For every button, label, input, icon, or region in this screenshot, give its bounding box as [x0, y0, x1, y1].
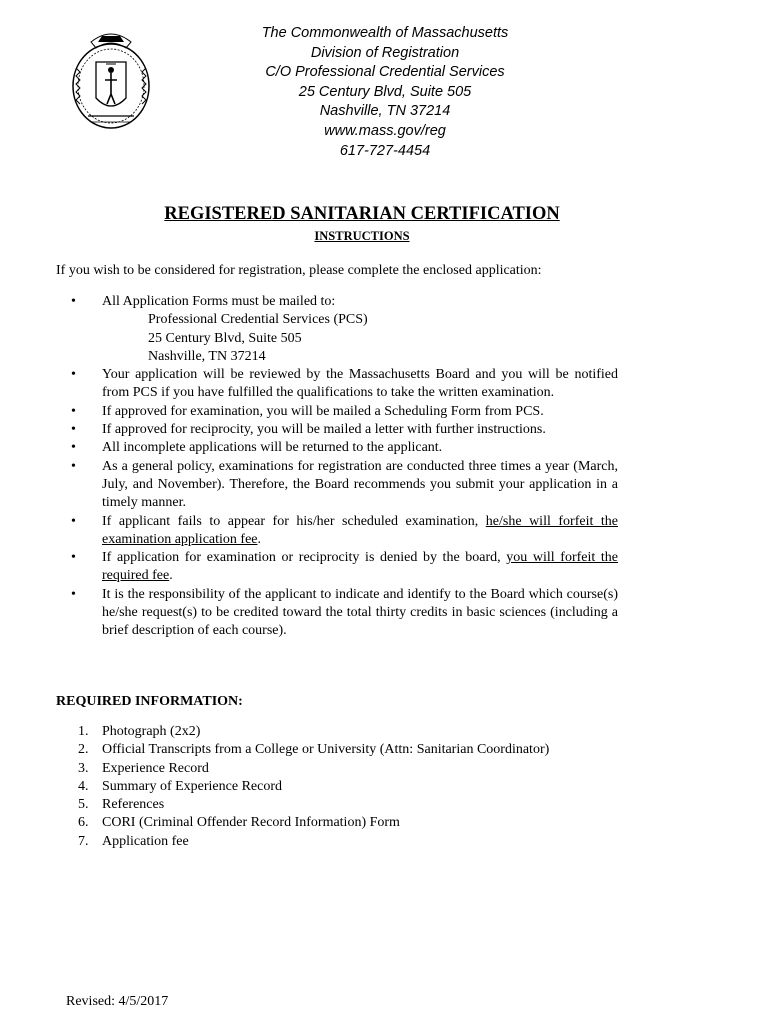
- list-item: [56, 366, 618, 403]
- required-information-heading: REQUIRED INFORMATION:: [56, 694, 243, 709]
- item-number: 7.: [78, 833, 89, 849]
- item-text: Application fee: [102, 833, 189, 849]
- letterhead: [200, 24, 570, 161]
- header-line-division: Division of Registration: [310, 44, 460, 61]
- bullet-text: Your application will be reviewed by the Massachusetts Board and you will be notified from PCS if you have fulfilled the qualifications to take the written examination.: [102, 367, 618, 401]
- header-line-phone: 617-727-4454: [339, 142, 431, 159]
- list-item: [56, 549, 618, 586]
- document-subtitle: INSTRUCTIONS: [314, 229, 410, 243]
- item-text: Summary of Experience Record: [102, 778, 282, 794]
- bullet-icon: •: [71, 513, 76, 529]
- bullet-text: If approved for reciprocity, you will be mailed a letter with further instructions.: [102, 422, 546, 438]
- list-item: [56, 814, 656, 832]
- address-line: Nashville, TN 37214: [148, 348, 266, 364]
- item-text: Photograph (2x2): [102, 724, 201, 739]
- massachusetts-seal-icon: [66, 28, 156, 132]
- bullet-text: All Application Forms must be mailed to:: [102, 294, 336, 309]
- bullet-icon: •: [71, 403, 76, 419]
- mailing-address: [102, 311, 618, 366]
- list-item: [56, 439, 618, 457]
- bullet-text: It is the responsibility of the applicant to indicate and identify to the Board which course(s) he/she request(s) to be credited toward the total thirty credits in basic sciences (including a brief description of each course).: [102, 586, 618, 639]
- instructions-list: [56, 293, 618, 641]
- list-item: [56, 458, 618, 513]
- bullet-text: If application for examination or reciprocity is denied by the board,: [102, 550, 507, 566]
- list-item: [56, 513, 618, 550]
- bullet-text: If applicant fails to appear for his/her scheduled examination,: [102, 513, 486, 529]
- document-title: REGISTERED SANITARIAN CERTIFICATION: [164, 204, 560, 224]
- header-line-city: Nashville, TN 37214: [319, 103, 451, 120]
- item-text: Experience Record: [102, 760, 209, 776]
- header-line-street: 25 Century Blvd, Suite 505: [298, 83, 472, 100]
- item-text: CORI (Criminal Offender Record Information) Form: [102, 815, 400, 831]
- bullet-text-end: .: [169, 568, 173, 584]
- bullet-icon: •: [71, 440, 76, 456]
- bullet-text: If approved for examination, you will be mailed a Scheduling Form from PCS.: [102, 403, 544, 419]
- item-number: 4.: [78, 778, 89, 794]
- list-item: [56, 833, 656, 851]
- intro-paragraph: If you wish to be considered for registration, please complete the enclosed application:: [56, 263, 542, 278]
- list-item: [56, 778, 656, 796]
- bullet-icon: •: [71, 422, 76, 438]
- revision-date: Revised: 4/5/2017: [66, 994, 169, 1009]
- forfeit-exam-fee-notice: he/she will forfeit the examination application fee: [102, 513, 618, 547]
- bullet-text: All incomplete applications will be returned to the applicant.: [102, 440, 443, 456]
- item-number: 3.: [78, 760, 89, 776]
- list-item: [56, 760, 656, 778]
- list-item: [56, 293, 618, 366]
- bullet-text-end: .: [257, 531, 261, 547]
- bullet-icon: •: [71, 458, 76, 474]
- bullet-icon: •: [71, 550, 76, 566]
- list-item: [56, 796, 656, 814]
- item-number: 5.: [78, 797, 89, 813]
- list-item: [56, 723, 656, 741]
- item-number: 6.: [78, 815, 89, 831]
- header-line-care-of: C/O Professional Credential Services: [265, 64, 505, 81]
- bullet-icon: •: [71, 586, 76, 602]
- item-text: Official Transcripts from a College or University (Attn: Sanitarian Coordinator): [102, 742, 550, 758]
- bullet-icon: •: [71, 367, 76, 383]
- required-information-list: [56, 723, 656, 851]
- list-item: [56, 741, 656, 759]
- item-number: 1.: [78, 724, 89, 739]
- item-text: References: [102, 797, 165, 813]
- address-line: 25 Century Blvd, Suite 505: [148, 330, 302, 346]
- bullet-text: As a general policy, examinations for registration are conducted three times a year (March, July, and November). Therefore, the Board recommends you submit your application in a timely manner.: [102, 458, 618, 511]
- address-line: Professional Credential Services (PCS): [148, 312, 368, 328]
- list-item: [56, 586, 618, 641]
- list-item: [56, 421, 618, 439]
- list-item: [56, 403, 618, 421]
- bullet-icon: •: [71, 294, 76, 309]
- header-line-website: www.mass.gov/reg: [324, 122, 446, 139]
- header-line-commonwealth: The Commonwealth of Massachusetts: [261, 25, 509, 41]
- item-number: 2.: [78, 742, 89, 758]
- forfeit-required-fee-notice: you will forfeit the required fee: [102, 550, 618, 584]
